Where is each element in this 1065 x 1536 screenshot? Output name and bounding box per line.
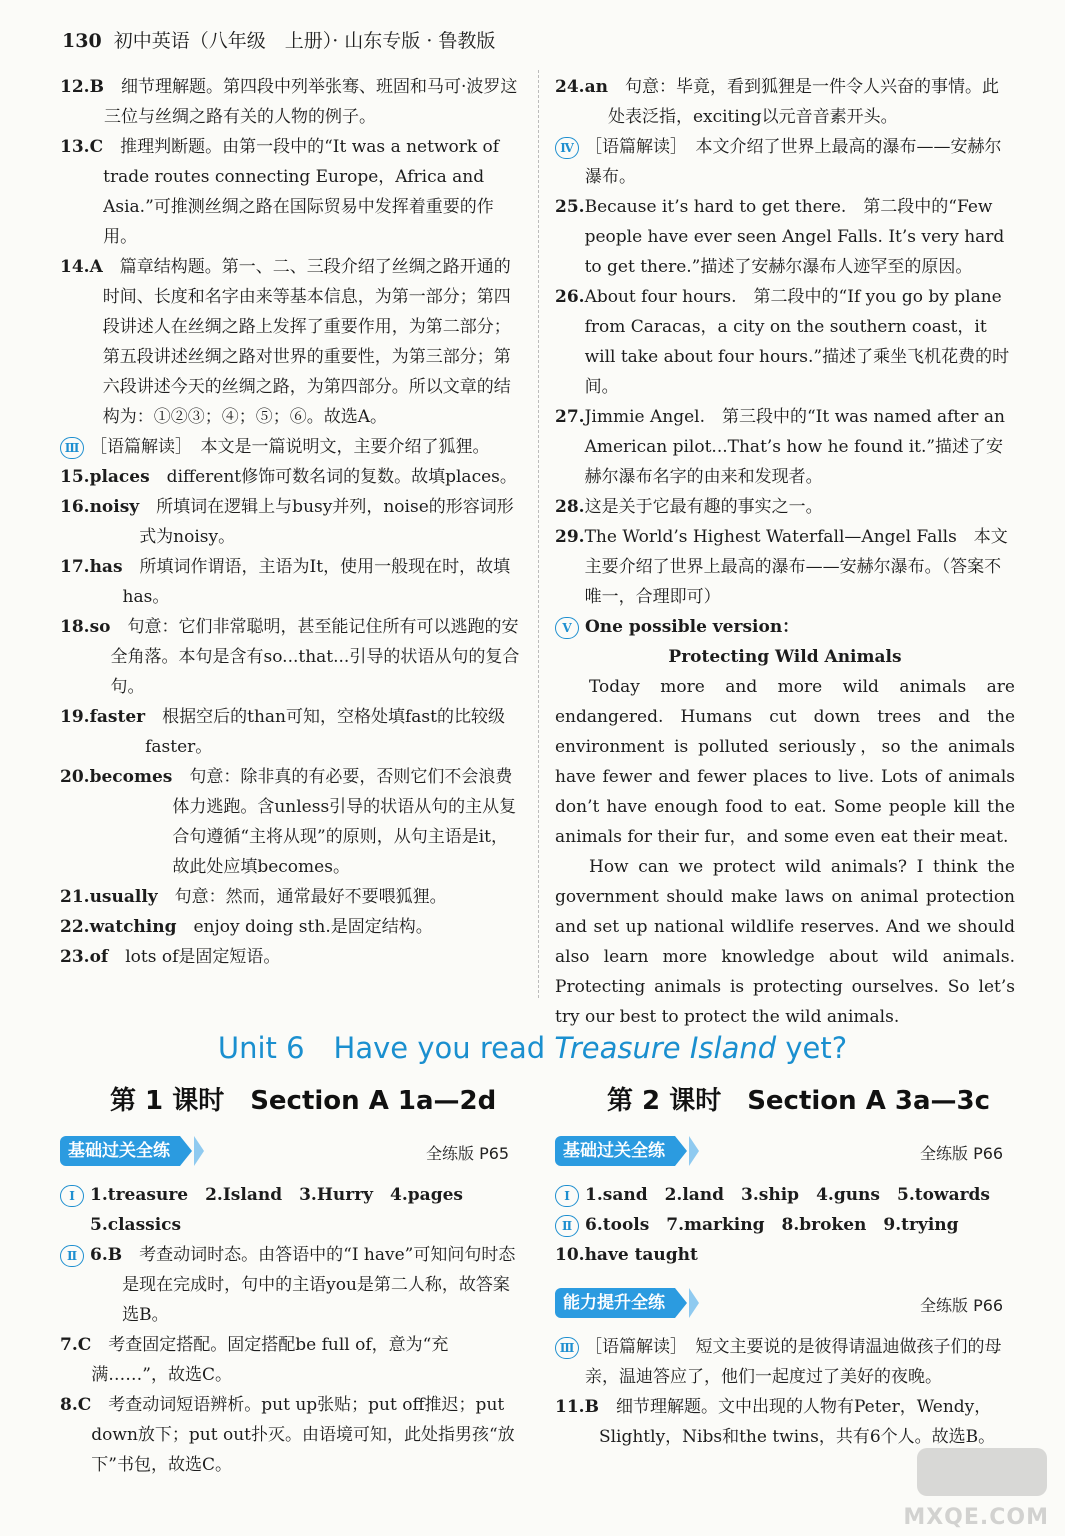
page-header (62, 26, 495, 53)
section-heading (555, 1180, 1015, 1210)
answer-item (60, 1390, 522, 1480)
answer-text: 句意：它们非常聪明，甚至能记住所有可以逃跑的安全角落。本句是含有so...that...引导的状语从句的复合句。 (110, 617, 520, 697)
section-text: 1.sand 2.land 3.ship 4.guns 5.towards (585, 1185, 990, 1205)
answer-number: 22.watching (60, 917, 177, 937)
answer-item (60, 882, 522, 912)
answer-number: 6.B (90, 1245, 123, 1265)
answer-number: 17.has (60, 557, 123, 577)
answer-number: 12.B (60, 77, 104, 97)
lesson-2-banner (555, 1136, 699, 1166)
banner-arrow-icon (675, 1288, 687, 1318)
answer-item (555, 492, 1015, 522)
lesson-2-banner-2 (555, 1288, 699, 1318)
answer-number: 21.usually (60, 887, 158, 907)
banner-label: 基础过关全练 (60, 1136, 180, 1166)
answer-text: 考查动词时态。由答语中的“I have”可知问句时态是现在完成时，句中的主语you是第二人称，故答案选B。 (122, 1245, 516, 1325)
watermark-text: MXQE.COM (903, 1505, 1049, 1530)
answer-item (60, 252, 522, 432)
section-text: ［语篇解读］ 短文主要说的是彼得请温迪做孩子们的母亲，温迪答应了，他们一起度过了美好的夜晚。 (585, 1337, 1002, 1387)
answer-item (60, 762, 522, 882)
essay-paragraph: Today more and more wild animals are endangered. Humans cut down trees and the environment is polluted seriously，so the animals have fewer and fewer places to live. Lots of animals don’t have enough food to eat. Some people kill the animals for their fur，and some even eat their meat. (555, 677, 1015, 847)
unit-title-prefix: Unit 6 Have you read (217, 1031, 555, 1065)
section-heading (60, 1240, 522, 1330)
answer-text: 句意：毕竟，看到狐狸是一件令人兴奋的事情。此处表泛指，exciting以元音音素开头。 (607, 77, 999, 127)
column-divider (538, 70, 539, 998)
lesson-1-body (60, 1180, 522, 1480)
answer-number: 11.B (555, 1397, 599, 1417)
answer-number: 23.of (60, 947, 109, 967)
answer-item (60, 552, 522, 612)
unit-title-suffix: yet? (776, 1031, 848, 1065)
section-heading (555, 1210, 1015, 1240)
banner-arrow-icon (675, 1136, 687, 1166)
section-badge: Ⅲ (555, 1337, 579, 1359)
left-column (60, 72, 522, 972)
answer-text: different修饰可数名词的复数。故填places。 (149, 467, 517, 487)
answer-number: 19.faster (60, 707, 146, 727)
answer-number: 20.becomes (60, 767, 173, 787)
right-column (555, 72, 1015, 1032)
banner-arrow-icon (194, 1136, 204, 1166)
answer-number: 13.C (60, 137, 104, 157)
answer-text: 句意：然而，通常最好不要喂狐狸。 (157, 887, 447, 907)
lesson-2-ref-2: 全练版 P66 (920, 1296, 1004, 1315)
section-heading (60, 432, 522, 462)
answer-item (60, 942, 522, 972)
section-heading (555, 132, 1015, 192)
answer-text: About four hours. 第二段中的“If you go by plane from Caracas，a city on the southern coast，it will take about four hours.”描述了乘坐飞机花费的时间。 (584, 287, 1010, 397)
essay-title: Protecting Wild Animals (668, 647, 902, 667)
section-text: 1.treasure 2.Island 3.Hurry 4.pages 5.classics (90, 1185, 480, 1235)
section-badge: Ⅱ (555, 1215, 579, 1237)
unit-title-book: Treasure Island (554, 1031, 777, 1065)
answer-number: 8.C (60, 1395, 92, 1415)
lesson-2-body (555, 1180, 1015, 1270)
answer-item (60, 132, 522, 252)
section-badge: Ⅰ (555, 1185, 579, 1207)
answer-item (60, 1330, 522, 1390)
answer-item (60, 492, 522, 552)
answer-number: 25. (555, 197, 585, 217)
answer-item (555, 72, 1015, 132)
watermark-logo (903, 1448, 1053, 1530)
answer-item: 10.have taught (555, 1245, 698, 1265)
lesson-1-banner (60, 1136, 204, 1166)
section-text: ［语篇解读］ 本文介绍了世界上最高的瀑布——安赫尔瀑布。 (585, 137, 1002, 187)
unit-title (0, 1026, 1065, 1067)
section-heading (555, 612, 1015, 642)
section-text: ［语篇解读］ 本文是一篇说明文，主要介绍了狐狸。 (90, 437, 490, 457)
answer-text: 句意：除非真的有必要，否则它们不会浪费体力逃跑。含unless引导的状语从句的主从复合句遵循“主将从现”的原则，从句主语是it，故此处应填becomes。 (172, 767, 517, 877)
lesson-2-body-2 (555, 1332, 1015, 1452)
answer-item (60, 612, 522, 702)
answer-text: 这是关于它最有趣的事实之一。 (584, 497, 823, 517)
answer-text: 所填词在逻辑上与busy并列，noise的形容词形式为noisy。 (139, 497, 514, 547)
page-number: 130 (62, 30, 102, 52)
banner-arrow-icon (180, 1136, 192, 1166)
answer-text: 考查固定搭配。固定搭配be full of，意为“充满……”，故选C。 (91, 1335, 449, 1385)
answer-text: 考查动词短语辨析。put up张贴；put off推迟；put down放下；put out扑灭。由语境可知，此处指男孩“放下”书包，故选C。 (91, 1395, 515, 1475)
lesson-1-ref: 全练版 P65 (426, 1144, 510, 1163)
answer-number: 26. (555, 287, 585, 307)
section-badge: Ⅳ (555, 137, 579, 159)
answer-item (60, 462, 522, 492)
section-heading (60, 1180, 522, 1240)
book-title: 初中英语（八年级 上册）· 山东专版 · 鲁教版 (113, 30, 496, 52)
answer-item (555, 522, 1015, 612)
answer-item (555, 1392, 1015, 1452)
section-badge: Ⅴ (555, 617, 579, 639)
answer-number: 14.A (60, 257, 103, 277)
answer-text: 细节理解题。第四段中列举张骞、班固和马可·波罗这三位与丝绸之路有关的人物的例子。 (103, 77, 518, 127)
answer-text: 根据空后的than可知，空格处填fast的比较级faster。 (145, 707, 505, 757)
answer-text: 细节理解题。文中出现的人物有Peter，Wendy，Slightly，Nibs和the twins，共有6个人。故选B。 (598, 1397, 996, 1447)
answer-item (555, 282, 1015, 402)
answer-item (555, 402, 1015, 492)
answer-number: 7.C (60, 1335, 92, 1355)
answer-number: 29. (555, 527, 585, 547)
lesson-2-title: 第 2 课时 Section A 3a—3c (607, 1086, 991, 1116)
answer-text: enjoy doing sth.是固定结构。 (176, 917, 433, 937)
answer-text: lots of是固定短语。 (108, 947, 281, 967)
banner-arrow-icon (689, 1136, 699, 1166)
answer-number: 15.places (60, 467, 150, 487)
answer-text: The World’s Highest Waterfall—Angel Falls 本文主要介绍了世界上最高的瀑布——安赫尔瀑布。（答案不唯一，合理即可） (584, 527, 1008, 607)
essay-paragraph: How can we protect wild animals? I think the government should make laws on animal protection and set up national wildlife reserves. And we should also learn more knowledge about wild animals. Protecting animals is protecting ourselves. So let’s try our best to protect the wild animals. (555, 857, 1015, 1027)
watermark-icon (917, 1448, 1047, 1496)
section-heading (555, 1332, 1015, 1392)
answer-item (60, 72, 522, 132)
answer-number: 16.noisy (60, 497, 140, 517)
section-text: One possible version： (585, 617, 800, 637)
answer-text: Because it’s hard to get there. 第二段中的“Few people have ever seen Angel Falls. It’s very hard to get there.”描述了安赫尔瀑布人迹罕至的原因。 (584, 197, 1005, 277)
banner-arrow-icon (689, 1288, 699, 1318)
answer-number: 24.an (555, 77, 608, 97)
answer-number: 18.so (60, 617, 111, 637)
section-badge: Ⅰ (60, 1185, 84, 1207)
answer-item (60, 912, 522, 942)
answer-text: 所填词作谓语，主语为It，使用一般现在时，故填has。 (122, 557, 511, 607)
banner-label: 能力提升全练 (555, 1288, 675, 1318)
section-badge: Ⅲ (60, 437, 84, 459)
answer-number: 27. (555, 407, 585, 427)
lesson-2-ref: 全练版 P66 (920, 1144, 1004, 1163)
answer-text: 推理判断题。由第一段中的“It was a network of trade routes connecting Europe，Africa and Asia.”可推测丝绸之路在国际贸易中发挥着重要的作用。 (103, 137, 500, 247)
lesson-1-title: 第 1 课时 Section A 1a—2d (110, 1086, 497, 1116)
answer-item (555, 192, 1015, 282)
answer-text: 篇章结构题。第一、二、三段介绍了丝绸之路开通的时间、长度和名字由来等基本信息，为第一部分；第四段讲述人在丝绸之路上发挥了重要作用，为第二部分；第五段讲述丝绸之路对世界的重要性，为第三部分；第六段讲述今天的丝绸之路，为第四部分。所以文章的结构为：①②③；④；⑤；⑥。故选A。 (102, 257, 511, 427)
answer-number: 28. (555, 497, 585, 517)
section-text: 6.tools 7.marking 8.broken 9.trying (585, 1215, 959, 1235)
answer-text: Jimmie Angel. 第三段中的“It was named after an American pilot...That’s how he found it.”描述了安赫尔瀑布名字的由来和发现者。 (584, 407, 1005, 487)
section-badge: Ⅱ (60, 1245, 84, 1267)
answer-item (60, 702, 522, 762)
banner-label: 基础过关全练 (555, 1136, 675, 1166)
